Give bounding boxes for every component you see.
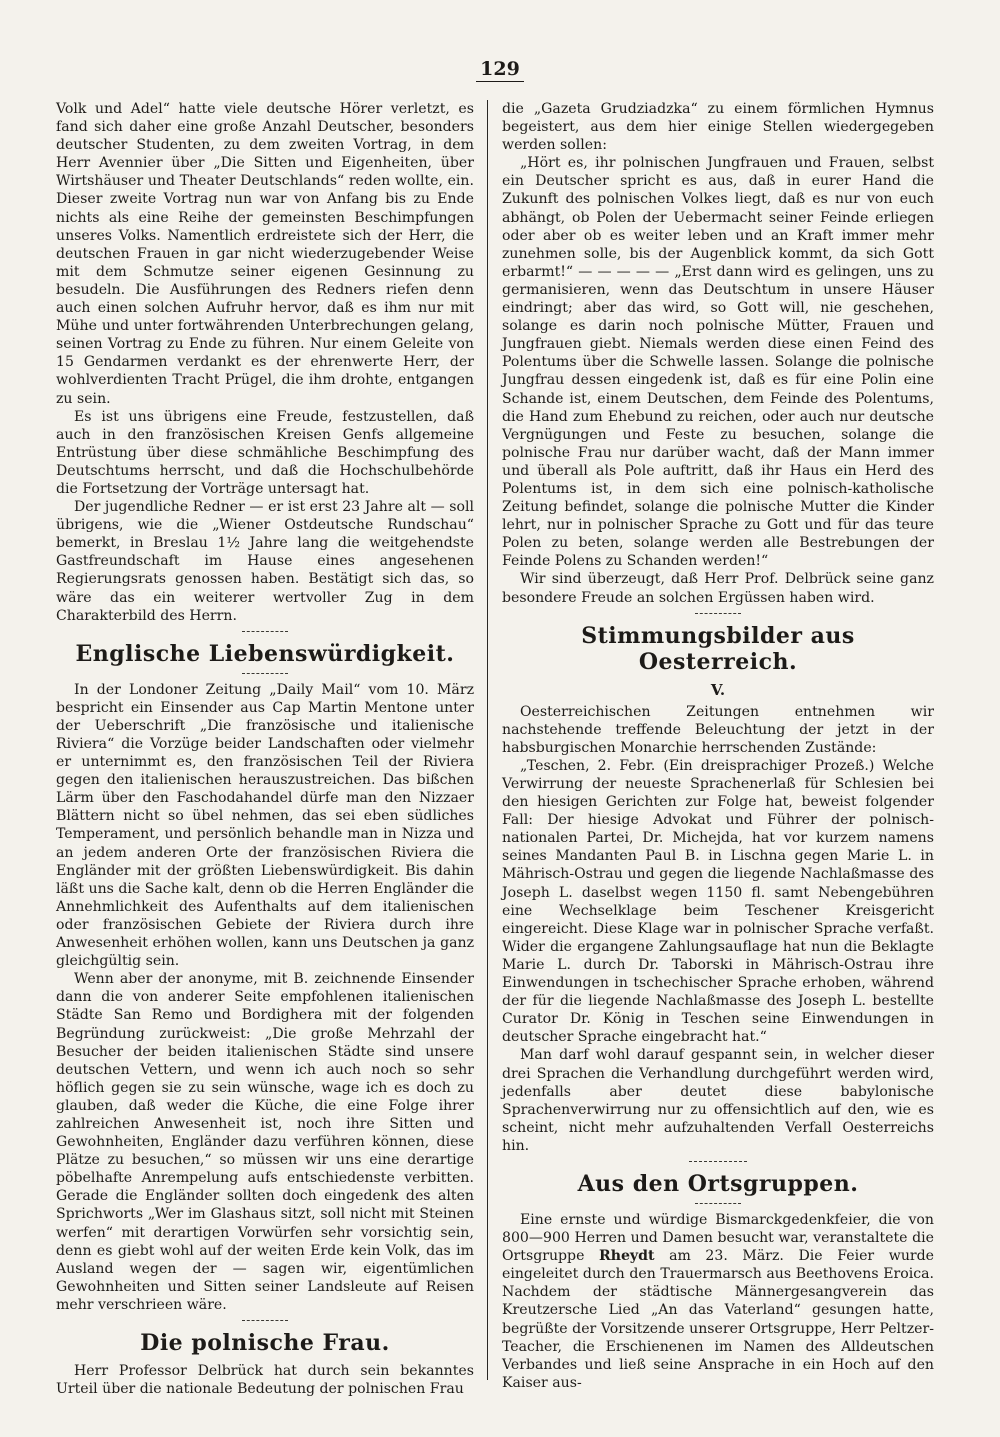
section-separator (689, 1161, 747, 1163)
article-paragraph: Herr Professor Delbrück hat durch sein bekanntes Urteil über die nationale Bedeutung der polnischen Frau (56, 1363, 474, 1398)
heading-separator (242, 673, 288, 675)
section-separator (242, 631, 288, 633)
article-heading: Englische Liebenswürdigkeit. (75, 640, 455, 667)
column-divider (487, 100, 488, 1380)
article-paragraph: Volk und Adel“ hatte viele deutsche Hörer verletzt, es fand sich daher eine große Anzahl Deutscher, besonders deutscher Studenten, zu dem zweiten Vortrag, in dem Herr Avennier über „Die Sitten und Eigenheiten, über Wirtshäuser und Theater Deutschlands“ reden wollte, ein. Dieser zweite Vortrag nun war von Anfang bis zu Ende nichts als eine Reihe der gemeinsten Beschimpfungen unseres Volks. Namentlich erdreistete sich der Herr, die deutschen Frauen in gar nicht wiederzugebender Weise mit dem Schmutze seiner eigenen Gesinnung zu besudeln. Die Ausführungen des Redners riefen denn auch einen solchen Aufruhr hervor, daß es ihm nur mit Mühe und unter fortwährenden Unterbrechungen gelang, seinen Vortrag zu Ende zu führen. Nur einem Geleite von 15 Gendarmen verdankt es der ehrenwerte Herr, der wohlverdienten Tracht Prügel, die ihm drohte, entgangen zu sein. (56, 101, 474, 407)
article-paragraph: Wir sind überzeugt, daß Herr Prof. Delbrück seine ganz besondere Freude an solchen Ergüssen haben wird. (502, 571, 934, 606)
article-paragraph (502, 1211, 934, 1392)
section-separator (695, 613, 741, 615)
article-paragraph: die „Gazeta Grudziadzka“ zu einem förmlichen Hymnus begeistert, aus dem hier einige Stellen wiedergegeben werden sollen: (502, 101, 934, 154)
article-paragraph: Der jugendliche Redner — er ist erst 23 Jahre alt — soll übrigens, wie die „Wiener Ostdeutsche Rundschau“ bemerkt, in Breslau 1½ Jahre lang die weitgehendste Gastfreundschaft im Hause eines angesehenen Regierungsrats genossen haben. Bestätigt sich das, so wäre das ein weiterer wertvoller Zug in dem Charakterbild des Herrn. (56, 499, 474, 624)
right-column (502, 100, 934, 1392)
heading-separator (695, 1203, 741, 1205)
article-paragraph: Wenn aber der anonyme, mit B. zeichnende Einsender dann die von anderer Seite empfohlenen italienischen Städte San Remo und Bordighera mit der folgenden Begründung zurückweist: „Die große Mehrzahl der Besucher der beiden italienischen Städte sind unsere deutschen Vettern, und wenn ich auch noch so sehr höflich gegen sie zu sein wünsche, wage ich es doch zu glauben, daß weder die Küche, die eine Folge ihrer zahlreichen Anwesenheit ist, noch ihre Sitten und Gewohnheiten, Engländer dazu verführen können, diese Plätze zu besuchen,“ so müssen wir uns eine derartige pöbelhafte Anrempelung aufs entschiedenste verbitten. Gerade die Engländer sollten doch eingedenk des alten Sprichworts „Wer im Glashaus sitzt, soll nicht mit Steinen werfen“ mit derartigen Vorwürfen sehr vorsichtig sein, denn es giebt wohl auf der weiten Erde kein Volk, das im Ausland wegen der — sagen wir, eigentümlichen Gewohnheiten und Sitten seiner Landsleute auf Reisen mehr verschrieen wäre. (56, 971, 474, 1313)
article-heading: Stimmungsbilder aus Oesterreich. (581, 622, 855, 675)
page-number: 129 (0, 58, 1000, 82)
section-separator (242, 1320, 288, 1322)
article-heading: Aus den Ortsgruppen. (577, 1170, 859, 1197)
paragraph-text: am 23. März. Die Feier wurde eingeleitet durch den Trauermarsch aus Beethovens Eroica. Nachdem der städtische Männergesangverein das Kreutzersche Lied „An das Vaterland“ gesungen hatte, begrüßte der Vorsitzende unserer Ortsgruppe, Herr Peltzer-Teacher, die Erschienenen im Namen des Alldeutschen Verbandes und ließ seine Ansprache in ein Hoch auf den Kaiser aus- (502, 1248, 934, 1391)
article-paragraph: Man darf wohl darauf gespannt sein, in welcher dieser drei Sprachen die Verhandlung durchgeführt werden wird, jedenfalls aber deutet diese babylonische Sprachenverwirrung nur zu offensichtlich auf den, wie es scheint, nicht mehr aufzuhaltenden Verfall Oesterreichs hin. (502, 1047, 934, 1154)
town-name: Rheydt (599, 1248, 655, 1265)
article-paragraph: Es ist uns übrigens eine Freude, festzustellen, daß auch in den französischen Kreisen Genfs allgemeine Entrüstung über diese schmähliche Beschimpfung des Deutschtums herrscht, und daß die Hochschulbehörde die Fortsetzung der Vorträge untersagt hat. (56, 408, 474, 497)
series-number: V. (710, 680, 726, 699)
left-column (56, 100, 474, 1398)
paragraph-text: Eine ernste und würdige Bismarckgedenkfeier, die von 800—900 Herren und Damen besucht war, veranstaltete die Ortsgruppe (502, 1211, 934, 1265)
article-heading: Die polnische Frau. (140, 1330, 390, 1356)
article-paragraph: Oesterreichischen Zeitungen entnehmen wir nachstehende treffende Beleuchtung der jetzt in der habsburgischen Monarchie herrschenden Zustände: (502, 703, 934, 756)
article-paragraph: „Teschen, 2. Febr. (Ein dreisprachiger Prozeß.) Welche Verwirrung der neueste Sprachenerlaß für Schlesien bei den hiesigen Gerichten zur Folge hat, beweist folgender Fall: Der hiesige Advokat und Führer der polnisch-nationalen Partei, Dr. Michejda, hat vor kurzem namens seines Mandanten Paul B. in Lischna gegen Marie L. in Mährisch-Ostrau und gegen die liegende Nachlaßmasse des Joseph L. daselbst wegen 1150 fl. samt Nebengebühren eine Wechselklage beim Teschener Kreisgericht eingereicht. Diese Klage war in polnischer Sprache verfaßt. Wider die ergangene Zahlungsauflage hat nun die Beklagte Marie L. durch Dr. Taborski in Mährisch-Ostrau ihre Einwendungen in tschechischer Sprache erhoben, während der für die liegende Nachlaßmasse des Joseph L. bestellte Curator Dr. König in Teschen seine Einwendungen in deutscher Sprache eingebracht hat.“ (502, 757, 934, 1046)
article-paragraph: In der Londoner Zeitung „Daily Mail“ vom 10. März bespricht ein Einsender aus Cap Martin Mentone unter der Ueberschrift „Die französische und italienische Riviera“ die Vorzüge beider Landschaften oder vielmehr er unternimmt es, den französischen Teil der Riviera gegen den italienischen herauszustreichen. Das bißchen Lärm über den Faschodahandel dürfe man den Nizzaer Blättern nicht so übel nehmen, das sei eben südliches Temperament, und persönlich behandle man in Nizza und an jedem anderen Orte der französischen Riviera die Engländer mit der größten Liebenswürdigkeit. Bis dahin läßt uns die Sache kalt, denn ob die Herren Engländer die Annehmlichkeit des Aufenthalts auf dem italienischen oder französischen Gebiete der Riviera durch ihre Anwesenheit erhöhen wollen, kann uns Deutschen ja ganz gleichgültig sein. (56, 681, 474, 970)
article-paragraph: „Hört es, ihr polnischen Jungfrauen und Frauen, selbst ein Deutscher spricht es aus, daß in eurer Hand die Zukunft des polnischen Volkes liegt, daß es nur von euch abhängt, ob Polen der Uebermacht seiner Feinde erliegen oder aber ob es weiter leben und an Kraft immer mehr zunehmen solle, bis der Augenblick kommt, da sich Gott erbarmt!“ — — — — — „Erst dann wird es gelingen, uns zu germanisieren, wenn das Deutschtum in unsere Häuser eindringt; aber das wird, so Gott will, nie geschehen, solange es darin noch polnische Mütter, Frauen und Jungfrauen giebt. Niemals werden diese einen Feind des Polentums über die Schwelle lassen. Solange die polnische Jungfrau dessen eingedenk ist, daß es für eine Polin eine Schande ist, einem Deutschen, dem Feinde des Polentums, die Hand zum Ehebund zu reichen, oder auch nur deutsche Vergnügungen und Feste zu besuchen, solange die polnische Frau nur darüber wacht, daß der Mann immer und überall als Pole auftritt, daß ihr Haus ein Herd des Polentums ist, in dem sich eine polnisch-katholische Zeitung befindet, solange die polnische Mutter die Kinder lehrt, nur in polnischer Sprache zu Gott und für das teure Polen zu beten, solange werden alle Bestrebungen der Feinde Polens zu Schanden werden!“ (502, 155, 934, 570)
